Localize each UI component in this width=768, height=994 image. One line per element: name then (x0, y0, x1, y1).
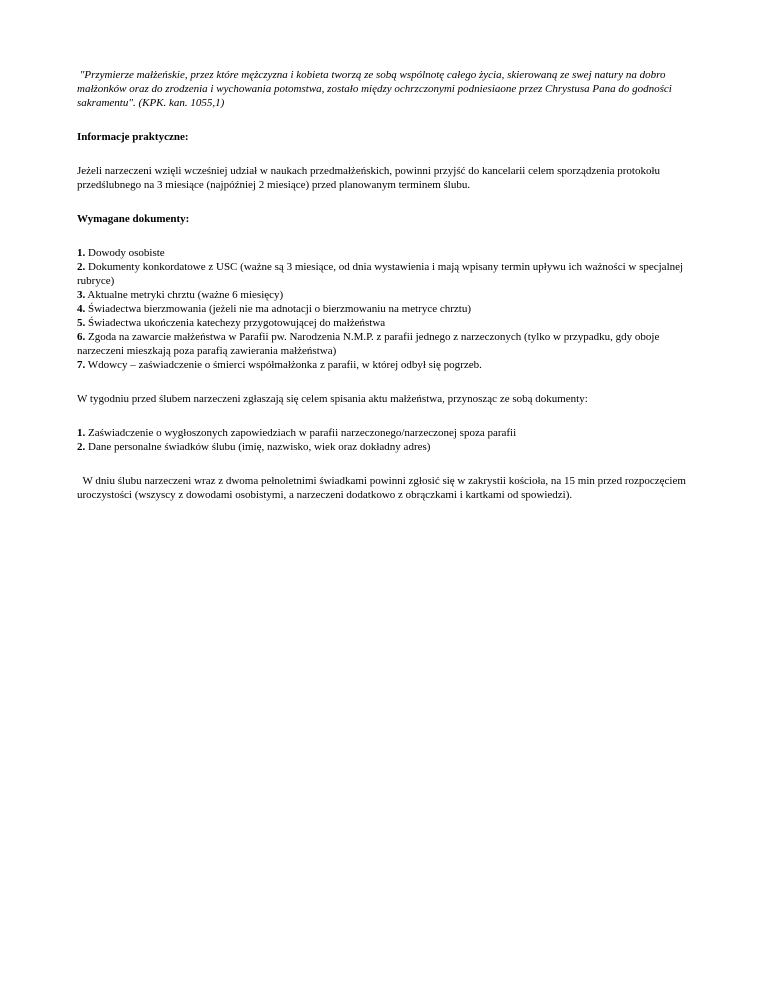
week-before-text: W tygodniu przed ślubem narzeczeni zgłaszają się celem spisania aktu małżeństwa, przynosząc ze sobą dokumenty: (77, 393, 588, 405)
item-text: Zaświadczenie o wygłoszonych zapowiedziach w parafii narzeczonego/narzeczonej spoza parafii (85, 427, 517, 439)
required-documents-heading: Wymagane dokumenty: (77, 213, 190, 225)
item-number: 7. (77, 359, 86, 371)
item-text: Wdowcy – zaświadczenie o śmierci współmałżonka z parafii, w której odbył się pogrzeb. (85, 359, 482, 371)
item-number: 1. (77, 247, 86, 259)
list-item (77, 330, 697, 358)
list-item (77, 288, 697, 302)
item-number: 6. (77, 331, 86, 343)
list-item (77, 358, 697, 372)
list-item (77, 246, 697, 260)
item-number: 2. (77, 261, 86, 273)
week-documents-list (77, 426, 697, 454)
practical-info-text: Jeżeli narzeczeni wzięli wcześniej udział w naukach przedmałżeńskich, powinni przyjść do kancelarii celem sporządzenia protokołu przedślubnego na 3 miesiące (najpóźniej 2 miesiące) przed planowanym terminem ślubu. (77, 165, 663, 191)
list-item (77, 302, 697, 316)
list-item (77, 260, 697, 288)
item-text: Świadectwa bierzmowania (jeżeli nie ma adnotacji o bierzmowaniu na metryce chrztu) (85, 303, 471, 315)
spacer (77, 192, 697, 212)
list-item (77, 440, 697, 454)
item-number: 4. (77, 303, 86, 315)
list-item (77, 316, 697, 330)
required-documents-list (77, 246, 697, 372)
spacer (77, 454, 697, 474)
list-item (77, 426, 697, 440)
item-text: Dowody osobiste (85, 247, 165, 259)
item-number: 5. (77, 317, 86, 329)
spacer (77, 406, 697, 426)
item-text: Zgoda na zawarcie małżeństwa w Parafii pw. Narodzenia N.M.P. z parafii jednego z narzeczonych (tylko w przypadku, gdy oboje narzeczeni mieszkają poza parafią zawierania małżeństwa) (77, 331, 660, 357)
item-text: Dane personalne świadków ślubu (imię, nazwisko, wiek oraz dokładny adres) (85, 441, 431, 453)
item-text: Aktualne metryki chrztu (ważne 6 miesięcy) (85, 289, 284, 301)
spacer (77, 144, 697, 164)
item-text: Dokumenty konkordatowe z USC (ważne są 3 miesiące, od dnia wystawienia i mają wpisany termin upływu ich ważności w specjalnej rubryce) (77, 261, 684, 287)
item-number: 2. (77, 441, 86, 453)
canon-law-quote: "Przymierze małżeńskie, przez które mężczyzna i kobieta tworzą ze sobą wspólnotę całego życia, skierowaną ze swej natury na dobro małżonków oraz do zrodzenia i wychowania potomstwa, zostało między ochrzczonymi podniesiaone przez Chrystusa Pana do godności sakramentu". (KPK. kan. 1055,1) (77, 69, 675, 109)
item-number: 1. (77, 427, 86, 439)
item-number: 3. (77, 289, 86, 301)
wedding-day-text: W dniu ślubu narzeczeni wraz z dwoma pełnoletnimi świadkami powinni zgłosić się w zakrystii kościoła, na 15 min przed rozpoczęciem uroczystości (wszyscy z dowodami osobistymi, a narzeczeni dodatkowo z obrączkami i kartkami od spowiedzi). (77, 475, 689, 501)
spacer (77, 372, 697, 392)
item-text: Świadectwa ukończenia katechezy przygotowującej do małżeństwa (85, 317, 386, 329)
practical-info-heading: Informacje praktyczne: (77, 131, 189, 143)
spacer (77, 110, 697, 130)
document-body (77, 68, 697, 502)
spacer (77, 226, 697, 246)
